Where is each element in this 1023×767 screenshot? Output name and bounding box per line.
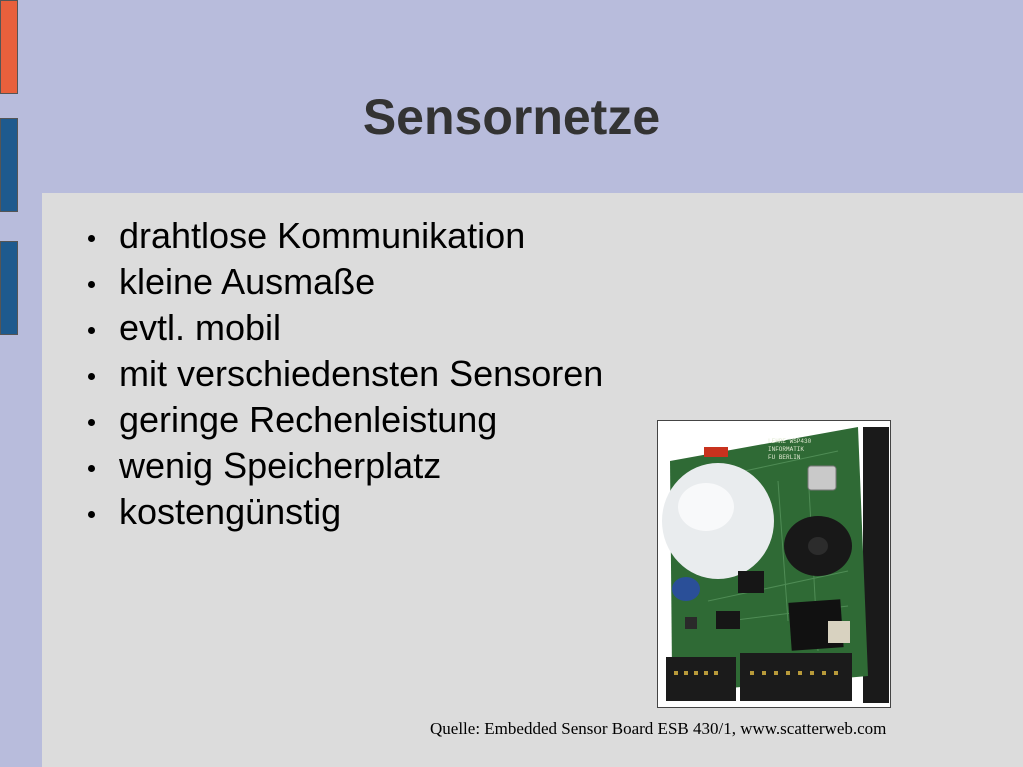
- sensor-board-photo: [657, 420, 891, 708]
- pin-header-connector: [740, 653, 852, 701]
- pin-header-connector: [666, 657, 736, 701]
- bullet-item: kleine Ausmaße: [84, 259, 603, 305]
- bullet-item: evtl. mobil: [84, 305, 603, 351]
- decor-bar-blue: [0, 241, 18, 335]
- bullet-item: mit verschiedensten Sensoren: [84, 351, 603, 397]
- bullet-dot-icon: [88, 281, 95, 288]
- blue-led: [672, 577, 700, 601]
- bullet-item: drahtlose Kommunikation: [84, 213, 603, 259]
- content-panel: [42, 193, 1023, 767]
- buzzer-center: [808, 537, 828, 555]
- silkscreen-line: INFORMATIK: [768, 446, 805, 453]
- decor-bar-orange: [0, 0, 18, 94]
- pushbutton: [828, 621, 850, 643]
- bullet-dot-icon: [88, 235, 95, 242]
- bullet-dot-icon: [88, 373, 95, 380]
- bullet-dot-icon: [88, 327, 95, 334]
- bullet-item: kostengünstig: [84, 489, 603, 535]
- image-caption: Quelle: Embedded Sensor Board ESB 430/1, www.scatterweb.com: [430, 719, 887, 738]
- bullet-list: [84, 213, 603, 535]
- chip: [716, 611, 740, 629]
- bullet-item: geringe Rechenleistung: [84, 397, 603, 443]
- pir-highlight: [678, 483, 734, 531]
- bullet-dot-icon: [88, 465, 95, 472]
- silkscreen-line: FU BERLIN: [768, 454, 801, 461]
- bullet-dot-icon: [88, 511, 95, 518]
- switch: [685, 617, 697, 629]
- chip: [738, 571, 764, 593]
- bullet-item: wenig Speicherplatz: [84, 443, 603, 489]
- slide-title: Sensornetze: [362, 89, 661, 145]
- crystal: [808, 466, 836, 490]
- bullet-dot-icon: [88, 419, 95, 426]
- sensor-board-image: [658, 421, 890, 707]
- jumper: [704, 447, 728, 457]
- silkscreen-line: LEHRE WSP430: [768, 438, 812, 445]
